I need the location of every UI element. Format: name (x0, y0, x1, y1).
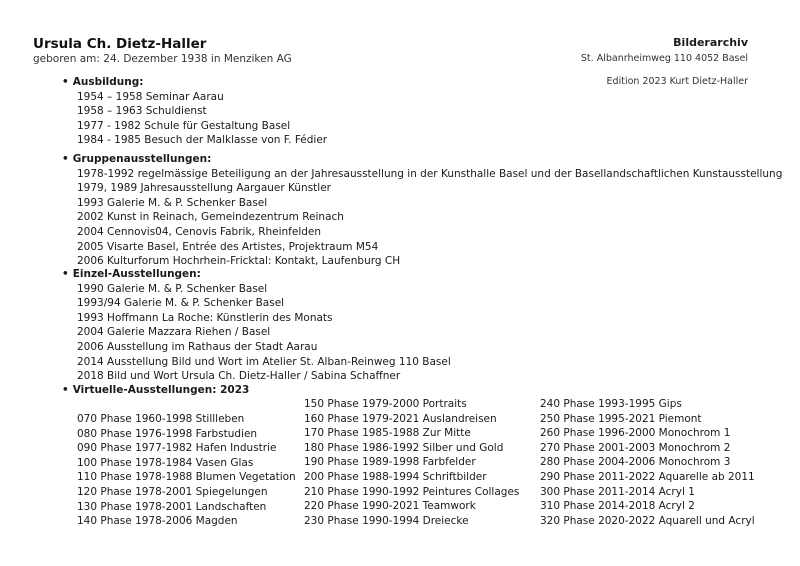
list-item: 2005 Visarte Basel, Entrée des Artistes, Projektraum M54 (77, 240, 379, 253)
list-item: 2004 Cennovis04, Cenovis Fabrik, Rheinfelden (77, 225, 322, 238)
list-item: 2004 Galerie Mazzara Riehen / Basel (77, 326, 271, 339)
list-item: 190 Phase 1989-1998 Farbfelder (304, 456, 476, 469)
list-item: 1993 Galerie M. & P. Schenker Basel (77, 196, 268, 209)
section-virtuelle-ausstellungen (62, 383, 249, 398)
list-item: 310 Phase 2014-2018 Acryl 2 (540, 500, 695, 513)
list-item: 120 Phase 1978-2001 Spiegelungen (77, 485, 268, 498)
list-item: 220 Phase 1990-2021 Teamwork (304, 500, 476, 513)
list-item: 1993 Hoffmann La Roche: Künstlerin des Monats (77, 311, 333, 324)
list-item: 1993/94 Galerie M. & P. Schenker Basel (77, 297, 285, 310)
section-gruppenausstellungen (62, 152, 782, 269)
list-item: 140 Phase 1978-2006 Magden (77, 515, 238, 528)
archive-title: Bilderarchiv (673, 36, 748, 49)
list-item: 2006 Ausstellung im Rathaus der Stadt Aarau (77, 340, 318, 353)
list-item: 150 Phase 1979-2000 Portraits (304, 398, 467, 410)
list-item: 170 Phase 1985-1988 Zur Mitte (304, 427, 471, 440)
list-item: 270 Phase 2001-2003 Monochrom 2 (540, 441, 731, 454)
list-item: 070 Phase 1960-1998 Stillleben (77, 413, 245, 425)
list-item: 1958 – 1963 Schuldienst (77, 105, 207, 118)
list-item: 100 Phase 1978-1984 Vasen Glas (77, 456, 254, 469)
list-item: 2002 Kunst in Reinach, Gemeindezentrum Reinach (77, 211, 344, 224)
list-item: 160 Phase 1979-2021 Auslandreisen (304, 412, 497, 425)
list-item: 080 Phase 1976-1998 Farbstudien (77, 427, 258, 440)
list-item: 2006 Kulturforum Hochrhein-Fricktal: Kontakt, Laufenburg CH (77, 255, 401, 268)
list-item: 090 Phase 1977-1982 Hafen Industrie (77, 442, 277, 455)
list-item: 300 Phase 2011-2014 Acryl 1 (540, 485, 695, 498)
birth-info: geboren am: 24. Dezember 1938 in Menziken AG (33, 53, 292, 65)
section-ausbildung (62, 75, 327, 148)
list-item: 2018 Bild und Wort Ursula Ch. Dietz-Haller / Sabina Schaffner (77, 370, 401, 383)
section-heading: • Ausbildung: (62, 75, 327, 90)
list-item: 260 Phase 1996-2000 Monochrom 1 (540, 427, 731, 440)
list-item: 1954 – 1958 Seminar Aarau (77, 90, 224, 103)
list-item: 240 Phase 1993-1995 Gips (540, 398, 682, 410)
archive-address: St. Albanrheimweg 110 4052 Basel (580, 53, 748, 64)
section-heading: • Gruppenausstellungen: (62, 152, 782, 167)
list-item: 130 Phase 1978-2001 Landschaften (77, 500, 267, 513)
virtual-column-2 (304, 397, 519, 528)
list-item: 1978-1992 regelmässige Beteiligung an der Jahresausstellung in der Kunsthalle Basel und der Basellandschaftlichen Kunstausstellung (77, 167, 783, 180)
list-item: 280 Phase 2004-2006 Monochrom 3 (540, 456, 731, 469)
list-item: 210 Phase 1990-1992 Peintures Collages (304, 485, 520, 498)
list-item: 1977 - 1982 Schule für Gestaltung Basel (77, 119, 291, 132)
section-heading: • Virtuelle-Ausstellungen: 2023 (62, 383, 249, 398)
list-item: 230 Phase 1990-1994 Dreiecke (304, 514, 469, 527)
list-item: 250 Phase 1995-2021 Piemont (540, 412, 702, 425)
virtual-column-1 (77, 412, 296, 529)
section-heading: • Einzel-Ausstellungen: (62, 267, 451, 282)
section-einzelausstellungen (62, 267, 451, 384)
list-item: 110 Phase 1978-1988 Blumen Vegetation (77, 471, 296, 484)
list-item: 200 Phase 1988-1994 Schriftbilder (304, 470, 487, 483)
virtual-column-3 (540, 397, 755, 528)
list-item: 320 Phase 2020-2022 Aquarell und Acryl (540, 514, 755, 527)
list-item: 2014 Ausstellung Bild und Wort im Atelier St. Alban-Reinweg 110 Basel (77, 355, 451, 368)
list-item: 1984 - 1985 Besuch der Malklasse von F. Fédier (77, 134, 328, 147)
list-item: 290 Phase 2011-2022 Aquarelle ab 2011 (540, 470, 755, 483)
list-item: 1979, 1989 Jahresausstellung Aargauer Künstler (77, 182, 331, 195)
list-item: 180 Phase 1986-1992 Silber und Gold (304, 441, 504, 454)
edition-note: Edition 2023 Kurt Dietz-Haller (606, 76, 748, 87)
list-item: 1990 Galerie M. & P. Schenker Basel (77, 282, 268, 295)
artist-name: Ursula Ch. Dietz-Haller (33, 36, 207, 52)
